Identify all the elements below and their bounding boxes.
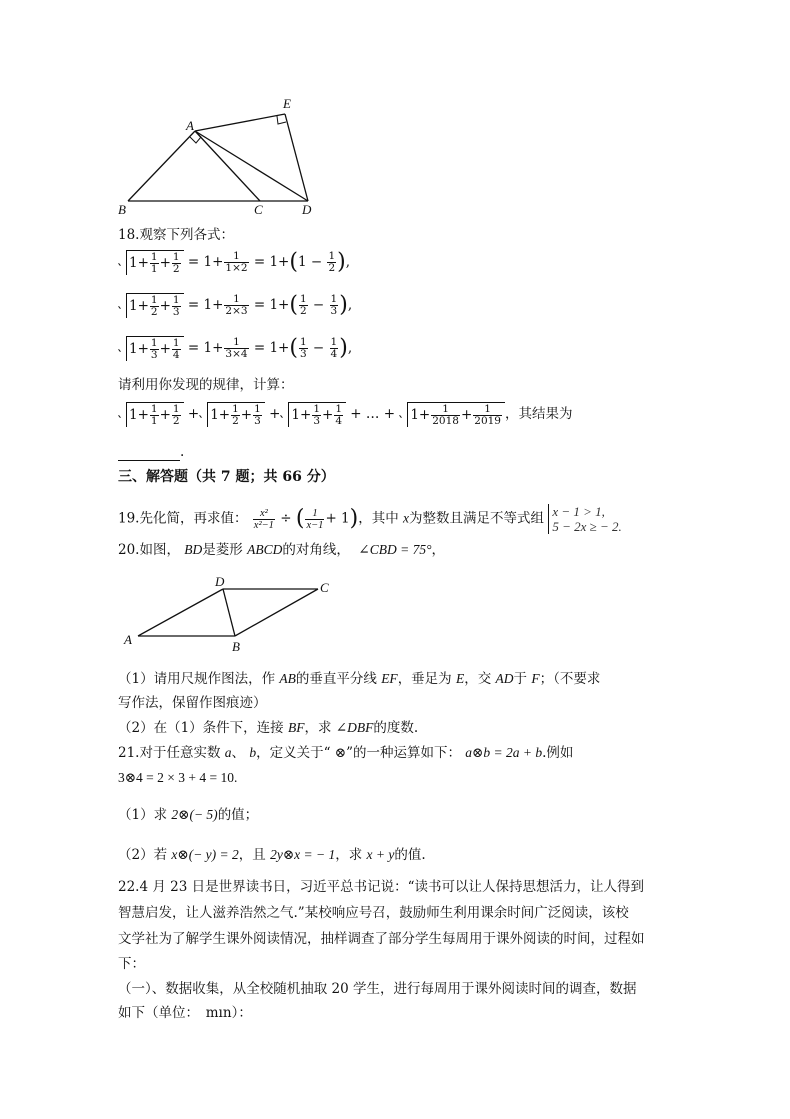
q21-part2: （2）若 x⊗(− y) = 2，且 2y⊗x = − 1，求 x + y的值. [118, 847, 426, 863]
q22-line-3: 文学社为了解学生课外阅读情况，抽样调查了部分学生每周用于课外阅读的时间，过程如 [118, 931, 645, 947]
q18-intro: 18.观察下列各式： [118, 227, 234, 243]
figure-rhombus-abcd [120, 574, 340, 654]
q19-text: 19.先化简，再求值： $\frac{\text{x²}}{\text{x²−1}}$ ÷ ( $\frac{1}{x-1}$ + 1)，其中 x为整数且满足不等式组 x − 1 > 1, 5 − 2x ≥ − 2. [118, 504, 622, 534]
q18-answer-blank: . [118, 443, 184, 461]
q20-part1: （1）请用尺规作图法，作 AB的垂直平分线 EF，垂足为 E，交 AD于 F；（不要求 [118, 671, 601, 687]
label-a: A [186, 118, 194, 133]
label-e: E [283, 96, 291, 111]
q20-part1-line2: 写作法，保留作图痕迹） [118, 695, 267, 711]
q18-prompt: 请利用你发现的规律，计算： [118, 377, 294, 393]
label-c: C [320, 580, 329, 595]
q22-line-4: 下： [118, 956, 145, 972]
q18-line-2: 1+ $\frac{1}{2}$ + $\frac{1}{3}$ = 1+ $\frac{1}{2\times 3}$ = 1+( $\frac{1}{2}$ − $\frac{1}{3}$ ), [118, 293, 352, 318]
label-d: D [302, 202, 312, 217]
q18-sum-expression: 1+ $\frac{1}{1}$ + $\frac{1}{2}$ + 1+ $\frac{1}{2}$ + $\frac{1}{3}$ + 1+ $\frac{1}{3}$ + $\frac{1}{4}$ + … + 1+ $\frac{1}{2018}$ + $\frac{1}{2019}$ ，其结果为 [118, 402, 573, 427]
q21-text: 21.对于任意实数 a、 b，定义关于“ ⊗”的一种运算如下： a⊗b = 2a + b.例如 [118, 745, 574, 761]
q22-line-5: （一）、数据收集，从全校随机抽取 20 学生，进行每周用于课外阅读时间的调查，数据 [118, 981, 637, 997]
label-b: B [232, 639, 240, 654]
label-b: B [118, 202, 126, 217]
section-3-heading: 三、解答题（共 7 题；共 66 分） [118, 469, 335, 485]
q21-part1: （1）求 2⊗(− 5)的值； [118, 807, 259, 823]
figure-triangle-aebcd [110, 96, 310, 216]
q22-line-1: 22.4 月 23 日是世界读书日，习近平总书记说：“读书可以让人保持思想活力，让人得到 [118, 879, 645, 895]
q18-line-1: 1+ $\frac{1}{1}$ + $\frac{1}{2}$ = 1+ $\frac{1}{1\times 2}$ = 1+(1 − $\frac{1}{2}$ ), [118, 250, 350, 275]
q22-line-2: 智慧启发，让人滋养浩然之气.”某校响应号召，鼓励师生利用课余时间广泛阅读，该校 [118, 905, 629, 921]
q22-line-6: 如下（单位： mın）： [118, 1005, 252, 1021]
q21-example: 3⊗4 = 2 × 3 + 4 = 10. [118, 770, 238, 785]
label-c: C [254, 202, 263, 217]
q18-line-3: 1+ $\frac{1}{3}$ + $\frac{1}{4}$ = 1+ $\frac{1}{3\times 4}$ = 1+( $\frac{1}{3}$ − $\frac{1}{4}$ ), [118, 336, 352, 361]
q20-text: 20.如图， BD是菱形 ABCD的对角线， ∠CBD = 75°， [118, 542, 445, 558]
label-d: D [215, 574, 225, 589]
label-a: A [124, 632, 132, 647]
q20-part2: （2）在（1）条件下，连接 BF，求 ∠DBF的度数. [118, 720, 419, 736]
